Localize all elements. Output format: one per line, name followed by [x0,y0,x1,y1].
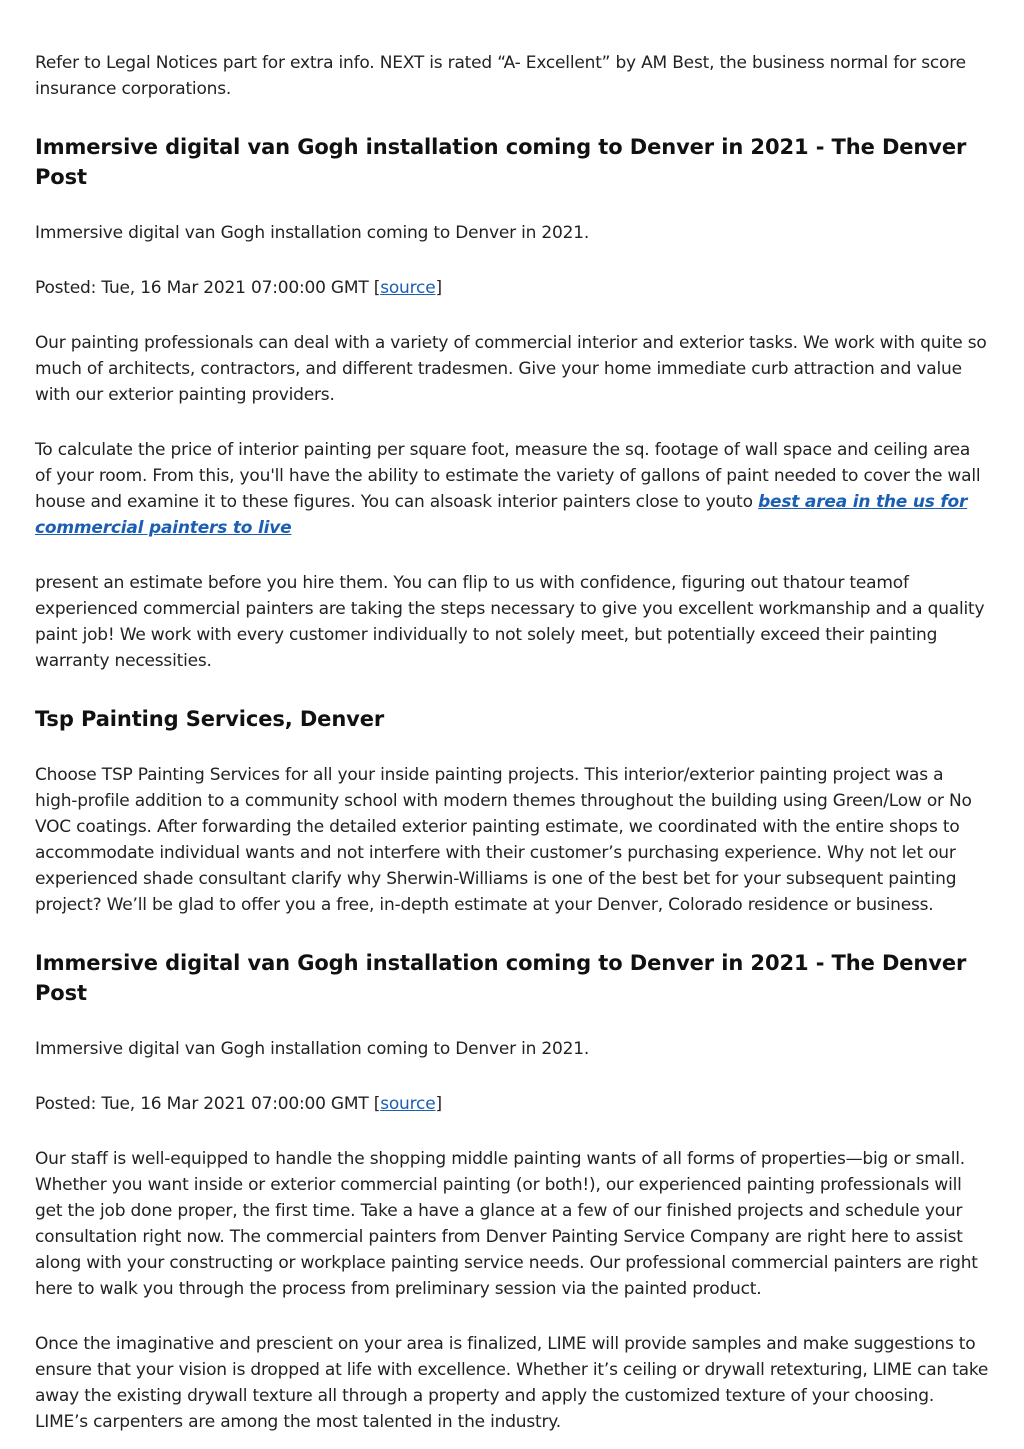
source-link-1[interactable]: source [380,278,436,298]
source-link-2[interactable]: source [380,1094,436,1114]
body-paragraph-2-text: To calculate the price of interior painting per square foot, measure the sq. footage of wall space and ceiling area of your room. From this, you'll have the ability to estimate the variety of gallons of paint needed to cover the wall house and examine it to these figures. You can alsoask interior painters close to youto [35,440,981,512]
body-paragraph-2 [35,437,989,541]
article-summary-2: Immersive digital van Gogh installation coming to Denver in 2021. [35,1039,590,1059]
article-heading-1: Immersive digital van Gogh installation coming to Denver in 2021 - The Denver Post [35,135,967,189]
body-paragraph-3: present an estimate before you hire them. You can flip to us with confidence, figuring out thatour teamof experienced commercial painters are taking the steps necessary to give you excellent workmanship and a quality paint job! We work with every customer individually to not solely meet, but potentially exceed their painting warranty necessities. [35,573,985,671]
posted-date-2: Posted: Tue, 16 Mar 2021 07:00:00 GMT [ [35,1094,381,1114]
intro-paragraph: Refer to Legal Notices part for extra info. NEXT is rated “A- Excellent” by AM Best, the business normal for score insurance corporations. [35,53,966,99]
body-paragraph-6: Once the imaginative and prescient on your area is finalized, LIME will provide samples and make suggestions to ensure that your vision is dropped at life with excellence. Whether it’s ceiling or drywall retexturing, LIME can take away the existing drywall texture all through a property and apply the customized texture of your choosing. LIME’s carpenters are among the most talented in the industry. [35,1334,989,1432]
posted-line-1 [35,275,989,301]
section-heading-tsp: Tsp Painting Services, Denver [35,707,385,731]
commercial-painters-link[interactable]: best area in the us for commercial painters to live [35,492,968,538]
article-summary-1: Immersive digital van Gogh installation coming to Denver in 2021. [35,223,590,243]
article-heading-2: Immersive digital van Gogh installation coming to Denver in 2021 - The Denver Post [35,951,967,1005]
posted-line-2 [35,1091,989,1117]
posted-bracket-1: ] [435,278,442,298]
posted-bracket-2: ] [435,1094,442,1114]
posted-date-1: Posted: Tue, 16 Mar 2021 07:00:00 GMT [ [35,278,381,298]
body-paragraph-4: Choose TSP Painting Services for all your inside painting projects. This interior/exterior painting project was a high-profile addition to a community school with modern themes throughout the building using Green/Low or No VOC coatings. After forwarding the detailed exterior painting estimate, we coordinated with the entire shops to accommodate individual wants and not interfere with their customer’s purchasing experience. Why not let our experienced shade consultant clarify why Sherwin-Williams is one of the best bet for your subsequent painting project? We’ll be glad to offer you a free, in-depth estimate at your Denver, Colorado residence or business. [35,765,972,915]
body-paragraph-1: Our painting professionals can deal with a variety of commercial interior and exterior tasks. We work with quite so much of architects, contractors, and different tradesmen. Give your home immediate curb attraction and value with our exterior painting providers. [35,333,987,405]
body-paragraph-5: Our staff is well-equipped to handle the shopping middle painting wants of all forms of properties—big or small. Whether you want inside or exterior commercial painting (or both!), our experienced painting professionals will get the job done proper, the first time. Take a have a glance at a few of our finished projects and schedule your consultation right now. The commercial painters from Denver Painting Service Company are right here to assist along with your constructing or workplace painting service needs. Our professional commercial painters are right here to walk you through the process from preliminary session via the painted product. [35,1149,978,1299]
